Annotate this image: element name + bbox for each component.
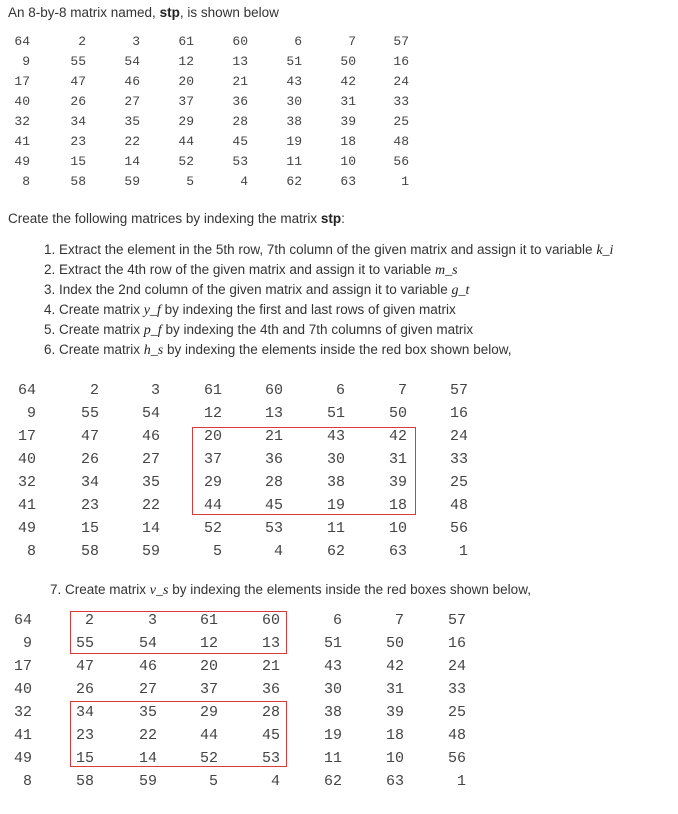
matrix-cell: 32 [17, 474, 36, 491]
matrix-cell: 12 [203, 405, 222, 422]
matrix-cell: 13 [264, 405, 283, 422]
matrix-cell: 4 [270, 773, 280, 790]
red-box-h-s [192, 427, 416, 515]
matrix-cell: 21 [232, 74, 248, 89]
matrix-cell: 9 [22, 54, 30, 69]
matrix-cell: 43 [286, 74, 302, 89]
matrix-cell: 11 [286, 154, 302, 169]
matrix-cell: 15 [70, 154, 86, 169]
matrix-cell: 23 [75, 727, 94, 744]
matrix-cell: 24 [393, 74, 409, 89]
matrix-cell: 28 [264, 474, 283, 491]
matrix-cell: 40 [14, 94, 30, 109]
matrix-cell: 19 [326, 497, 345, 514]
matrix-cell: 35 [141, 474, 160, 491]
matrix-cell: 2 [84, 612, 94, 629]
matrix-cell: 52 [199, 750, 218, 767]
matrix-cell: 23 [70, 134, 86, 149]
matrix-cell: 3 [132, 34, 140, 49]
matrix-cell: 24 [447, 658, 466, 675]
matrix-cell: 16 [447, 635, 466, 652]
matrix-cell: 55 [75, 635, 94, 652]
matrix-cell: 43 [326, 428, 345, 445]
matrix-cell: 34 [70, 114, 86, 129]
intro-text [8, 5, 279, 20]
matrix-cell: 37 [203, 451, 222, 468]
matrix-cell: 54 [141, 405, 160, 422]
matrix-cell: 5 [186, 174, 194, 189]
matrix-cell: 28 [232, 114, 248, 129]
matrix-cell: 63 [388, 543, 407, 560]
matrix-cell: 53 [261, 750, 280, 767]
matrix-cell: 49 [17, 520, 36, 537]
matrix-cell: 20 [199, 658, 218, 675]
intro-prefix: An 8-by-8 matrix named, [8, 5, 160, 20]
matrix-cell: 49 [13, 750, 32, 767]
matrix-cell: 28 [261, 704, 280, 721]
matrix-cell: 46 [124, 74, 140, 89]
matrix-cell: 21 [261, 658, 280, 675]
matrix-cell: 6 [332, 612, 342, 629]
matrix-cell: 22 [138, 727, 157, 744]
matrix-cell: 37 [178, 94, 194, 109]
matrix-cell: 55 [80, 405, 99, 422]
variable-name: g_t [451, 283, 470, 298]
matrix-cell: 23 [80, 497, 99, 514]
matrix-cell: 26 [70, 94, 86, 109]
matrix-cell: 58 [80, 543, 99, 560]
matrix-cell: 63 [340, 174, 356, 189]
matrix-cell: 18 [388, 497, 407, 514]
matrix-cell: 62 [326, 543, 345, 560]
matrix-cell: 17 [13, 658, 32, 675]
matrix-cell: 57 [393, 34, 409, 49]
matrix-cell: 54 [138, 635, 157, 652]
matrix-cell: 47 [75, 658, 94, 675]
matrix-cell: 45 [232, 134, 248, 149]
matrix-cell: 20 [203, 428, 222, 445]
matrix-cell: 33 [449, 451, 468, 468]
matrix-cell: 64 [17, 382, 36, 399]
matrix-cell: 60 [261, 612, 280, 629]
task-item: 1. Extract the element in the 5th row, 7th column of the given matrix and assign it to variable k_i [44, 242, 614, 258]
matrix-cell: 32 [13, 704, 32, 721]
matrix-cell: 4 [240, 174, 248, 189]
matrix-cell: 27 [138, 681, 157, 698]
matrix-cell: 55 [70, 54, 86, 69]
task-list [44, 240, 613, 360]
matrix-cell: 37 [199, 681, 218, 698]
matrix-cell: 52 [178, 154, 194, 169]
matrix-cell: 44 [203, 497, 222, 514]
matrix-cell: 39 [340, 114, 356, 129]
matrix-cell: 26 [75, 681, 94, 698]
matrix-cell: 62 [323, 773, 342, 790]
matrix-cell: 27 [141, 451, 160, 468]
matrix-cell: 2 [78, 34, 86, 49]
matrix-cell: 15 [80, 520, 99, 537]
matrix-cell: 12 [178, 54, 194, 69]
matrix-cell: 33 [447, 681, 466, 698]
matrix-cell: 56 [447, 750, 466, 767]
matrix-cell: 38 [326, 474, 345, 491]
matrix-cell: 44 [178, 134, 194, 149]
variable-name: h_s [143, 343, 164, 358]
matrix-cell: 48 [449, 497, 468, 514]
task-item: 3. Index the 2nd column of the given matrix and assign it to variable g_t [44, 282, 470, 298]
matrix-cell: 51 [326, 405, 345, 422]
matrix-cell: 51 [323, 635, 342, 652]
matrix-cell: 60 [264, 382, 283, 399]
matrix-cell: 45 [264, 497, 283, 514]
matrix-cell: 16 [449, 405, 468, 422]
variable-name: v_s [149, 583, 169, 598]
matrix-cell: 25 [447, 704, 466, 721]
instruction-matrix-name: stp [320, 211, 342, 226]
matrix-cell: 58 [70, 174, 86, 189]
matrix-cell: 19 [323, 727, 342, 744]
matrix-cell: 46 [138, 658, 157, 675]
matrix-cell: 64 [13, 612, 32, 629]
matrix-cell: 30 [323, 681, 342, 698]
matrix-cell: 38 [286, 114, 302, 129]
matrix-cell: 48 [393, 134, 409, 149]
matrix-cell: 41 [17, 497, 36, 514]
matrix-cell: 43 [323, 658, 342, 675]
matrix-cell: 22 [141, 497, 160, 514]
matrix-cell: 56 [449, 520, 468, 537]
instruction-text [8, 211, 345, 226]
variable-name: y_f [143, 303, 161, 318]
matrix-cell: 15 [75, 750, 94, 767]
matrix-cell: 14 [141, 520, 160, 537]
matrix-cell: 33 [393, 94, 409, 109]
matrix-cell: 5 [208, 773, 218, 790]
matrix-cell: 3 [150, 382, 160, 399]
matrix-cell: 50 [385, 635, 404, 652]
matrix-cell: 48 [447, 727, 466, 744]
matrix-cell: 10 [340, 154, 356, 169]
task-item: 5. Create matrix p_f by indexing the 4th and 7th columns of given matrix [44, 322, 474, 338]
matrix-cell: 1 [458, 543, 468, 560]
matrix-cell: 47 [80, 428, 99, 445]
matrix-cell: 9 [26, 405, 36, 422]
matrix-cell: 63 [385, 773, 404, 790]
matrix-cell: 59 [141, 543, 160, 560]
matrix-cell: 49 [14, 154, 30, 169]
matrix-cell: 50 [388, 405, 407, 422]
matrix-cell: 22 [124, 134, 140, 149]
matrix-cell: 8 [22, 773, 32, 790]
variable-name: p_f [143, 323, 162, 338]
matrix-cell: 10 [385, 750, 404, 767]
matrix-cell: 17 [14, 74, 30, 89]
matrix-cell: 53 [264, 520, 283, 537]
task-item: 4. Create matrix y_f by indexing the first and last rows of given matrix [44, 302, 456, 318]
matrix-cell: 36 [264, 451, 283, 468]
variable-name: k_i [596, 243, 614, 258]
matrix-cell: 42 [340, 74, 356, 89]
matrix-cell: 3 [147, 612, 157, 629]
matrix-cell: 29 [203, 474, 222, 491]
matrix-cell: 7 [348, 34, 356, 49]
matrix-cell: 7 [394, 612, 404, 629]
matrix-cell: 59 [138, 773, 157, 790]
matrix-cell: 14 [124, 154, 140, 169]
matrix-cell: 57 [447, 612, 466, 629]
matrix-cell: 60 [232, 34, 248, 49]
matrix-cell: 1 [401, 174, 409, 189]
matrix-cell: 35 [138, 704, 157, 721]
matrix-cell: 46 [141, 428, 160, 445]
matrix-cell: 13 [232, 54, 248, 69]
matrix-cell: 11 [326, 520, 345, 537]
matrix-cell: 54 [124, 54, 140, 69]
matrix-cell: 40 [13, 681, 32, 698]
matrix-cell: 31 [385, 681, 404, 698]
matrix-cell: 26 [80, 451, 99, 468]
matrix-cell: 25 [393, 114, 409, 129]
matrix-cell: 52 [203, 520, 222, 537]
matrix-cell: 61 [199, 612, 218, 629]
matrix-cell: 59 [124, 174, 140, 189]
matrix-cell: 8 [22, 174, 30, 189]
matrix-cell: 1 [456, 773, 466, 790]
matrix-cell: 9 [22, 635, 32, 652]
matrix-cell: 21 [264, 428, 283, 445]
matrix-cell: 34 [80, 474, 99, 491]
matrix-cell: 42 [388, 428, 407, 445]
matrix-cell: 51 [286, 54, 302, 69]
intro-suffix: , is shown below [179, 5, 279, 20]
matrix-cell: 40 [17, 451, 36, 468]
matrix-cell: 41 [13, 727, 32, 744]
matrix-cell: 58 [75, 773, 94, 790]
matrix-cell: 39 [388, 474, 407, 491]
matrix-cell: 14 [138, 750, 157, 767]
variable-name: m_s [434, 263, 458, 278]
matrix-cell: 30 [286, 94, 302, 109]
task-item: 2. Extract the 4th row of the given matrix and assign it to variable m_s [44, 262, 458, 278]
task-item-7: 7. Create matrix v_s by indexing the elements inside the red boxes shown below, [50, 582, 531, 598]
matrix-cell: 53 [232, 154, 248, 169]
matrix-cell: 17 [17, 428, 36, 445]
matrix-cell: 29 [199, 704, 218, 721]
instruction-suffix: : [341, 211, 345, 226]
matrix-cell: 35 [124, 114, 140, 129]
matrix-cell: 56 [393, 154, 409, 169]
matrix-cell: 6 [335, 382, 345, 399]
matrix-cell: 45 [261, 727, 280, 744]
matrix-cell: 31 [340, 94, 356, 109]
task-item: 6. Create matrix h_s by indexing the elements inside the red box shown below, [44, 342, 512, 358]
matrix-cell: 39 [385, 704, 404, 721]
matrix-cell: 16 [393, 54, 409, 69]
matrix-cell: 27 [124, 94, 140, 109]
matrix-cell: 34 [75, 704, 94, 721]
matrix-cell: 6 [294, 34, 302, 49]
matrix-cell: 24 [449, 428, 468, 445]
matrix-cell: 11 [323, 750, 342, 767]
matrix-cell: 25 [449, 474, 468, 491]
matrix-cell: 12 [199, 635, 218, 652]
matrix-cell: 62 [286, 174, 302, 189]
matrix-cell: 38 [323, 704, 342, 721]
matrix-cell: 4 [273, 543, 283, 560]
matrix-cell: 8 [26, 543, 36, 560]
matrix-cell: 7 [397, 382, 407, 399]
matrix-cell: 20 [178, 74, 194, 89]
matrix-cell: 30 [326, 451, 345, 468]
intro-matrix-name: stp [159, 5, 180, 20]
matrix-cell: 19 [286, 134, 302, 149]
matrix-cell: 42 [385, 658, 404, 675]
matrix-cell: 64 [14, 34, 30, 49]
matrix-cell: 41 [14, 134, 30, 149]
matrix-cell: 57 [449, 382, 468, 399]
red-box-v-s-top [70, 611, 287, 654]
matrix-cell: 50 [340, 54, 356, 69]
matrix-cell: 61 [203, 382, 222, 399]
matrix-cell: 10 [388, 520, 407, 537]
matrix-cell: 36 [232, 94, 248, 109]
matrix-cell: 32 [14, 114, 30, 129]
matrix-cell: 18 [340, 134, 356, 149]
matrix-cell: 44 [199, 727, 218, 744]
matrix-cell: 47 [70, 74, 86, 89]
matrix-cell: 18 [385, 727, 404, 744]
red-box-v-s-bottom [70, 701, 287, 767]
matrix-cell: 61 [178, 34, 194, 49]
matrix-cell: 13 [261, 635, 280, 652]
instruction-prefix: Create the following matrices by indexing the matrix [8, 211, 321, 226]
matrix-cell: 2 [89, 382, 99, 399]
matrix-cell: 36 [261, 681, 280, 698]
matrix-cell: 29 [178, 114, 194, 129]
matrix-cell: 31 [388, 451, 407, 468]
matrix-cell: 5 [212, 543, 222, 560]
